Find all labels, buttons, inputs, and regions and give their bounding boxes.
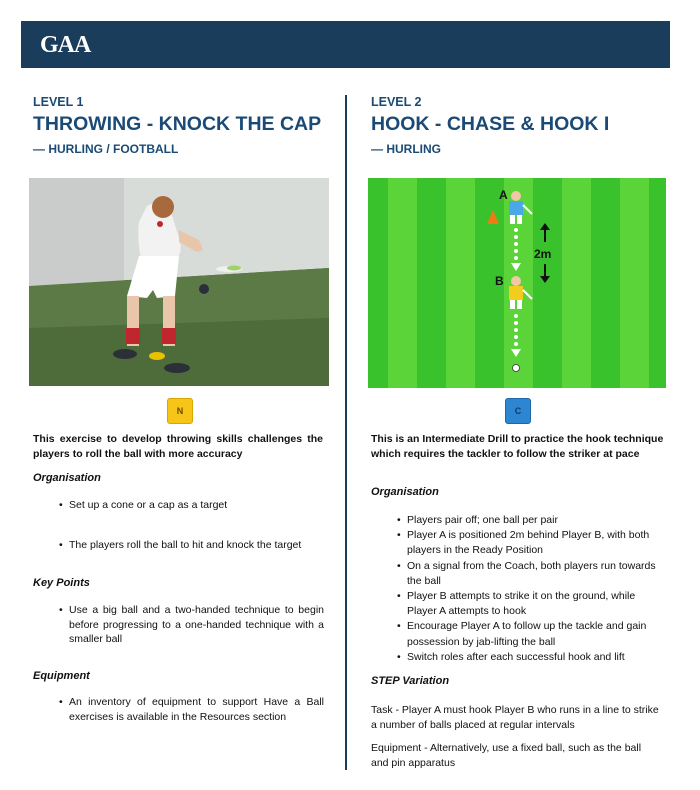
left-column-heading xyxy=(33,95,333,156)
distance-label: 2m xyxy=(534,247,552,261)
organisation-heading: Organisation xyxy=(33,472,101,484)
list-item: • On a signal from the Coach, both players run towards the ball xyxy=(397,559,665,589)
skill-level-badge: C xyxy=(505,398,531,424)
gaa-logo: GAA xyxy=(40,32,91,58)
drill-intro: This exercise to develop throwing skills challenges the players to roll the ball with more accuracy xyxy=(33,433,323,460)
organisation-heading: Organisation xyxy=(371,486,439,498)
key-points-heading: Key Points xyxy=(33,577,90,589)
list-item: • Player B attempts to strike it on the ground, while Player A attempts to hook xyxy=(397,589,665,619)
list-item: • Use a big ball and a two-handed technique to begin before progressing to a one-handed technique with a smaller ball xyxy=(59,603,324,647)
list-item: • Switch roles after each successful hook and lift xyxy=(397,650,665,665)
drill-subtitle: — HURLING / FOOTBALL xyxy=(33,142,179,156)
variation-task: Task - Player A must hook Player B who runs in a line to strike a number of balls placed at regular intervals xyxy=(371,704,659,731)
drill-intro: This is an Intermediate Drill to practice the hook technique which requires the tackler to follow the striker at pace xyxy=(371,433,664,460)
organisation-list xyxy=(397,513,665,665)
level-label: LEVEL 2 xyxy=(371,95,422,109)
drill-photo xyxy=(29,178,329,386)
list-item: • An inventory of equipment to support Have a Ball exercises is available in the Resources section xyxy=(59,695,324,724)
equipment-heading: Equipment xyxy=(33,670,90,682)
drill-title: THROWING - KNOCK THE CAP xyxy=(33,113,322,135)
equipment-list xyxy=(59,695,324,724)
drill-title: HOOK - CHASE & HOOK I xyxy=(371,113,610,135)
right-column-heading xyxy=(371,95,671,156)
header-bar xyxy=(21,21,670,68)
level-label: LEVEL 1 xyxy=(33,95,84,109)
list-item: • Players pair off; one ball per pair xyxy=(397,513,665,528)
photo-illustration xyxy=(29,178,329,386)
column-divider xyxy=(345,95,347,770)
player-b-label: B xyxy=(495,274,504,288)
list-item: • The players roll the ball to hit and knock the target xyxy=(59,538,324,553)
list-item: • Player A is positioned 2m behind Player B, with both players in the Ready Position xyxy=(397,528,665,558)
list-item: • Set up a cone or a cap as a target xyxy=(59,498,324,513)
pitch-diagram xyxy=(368,178,666,388)
variation-heading: STEP Variation xyxy=(371,675,450,687)
key-points-list xyxy=(59,603,324,647)
variation-equipment: Equipment - Alternatively, use a fixed ball, such as the ball and pin apparatus xyxy=(371,742,642,769)
skill-level-badge: N xyxy=(167,398,193,424)
player-a-label: A xyxy=(499,188,508,202)
drill-diagram xyxy=(368,178,666,388)
organisation-list xyxy=(59,498,324,552)
list-item: • Encourage Player A to follow up the tackle and gain possession by jab-lifting the ball xyxy=(397,619,665,649)
ball-icon xyxy=(513,365,520,372)
drill-subtitle: — HURLING xyxy=(371,142,441,156)
